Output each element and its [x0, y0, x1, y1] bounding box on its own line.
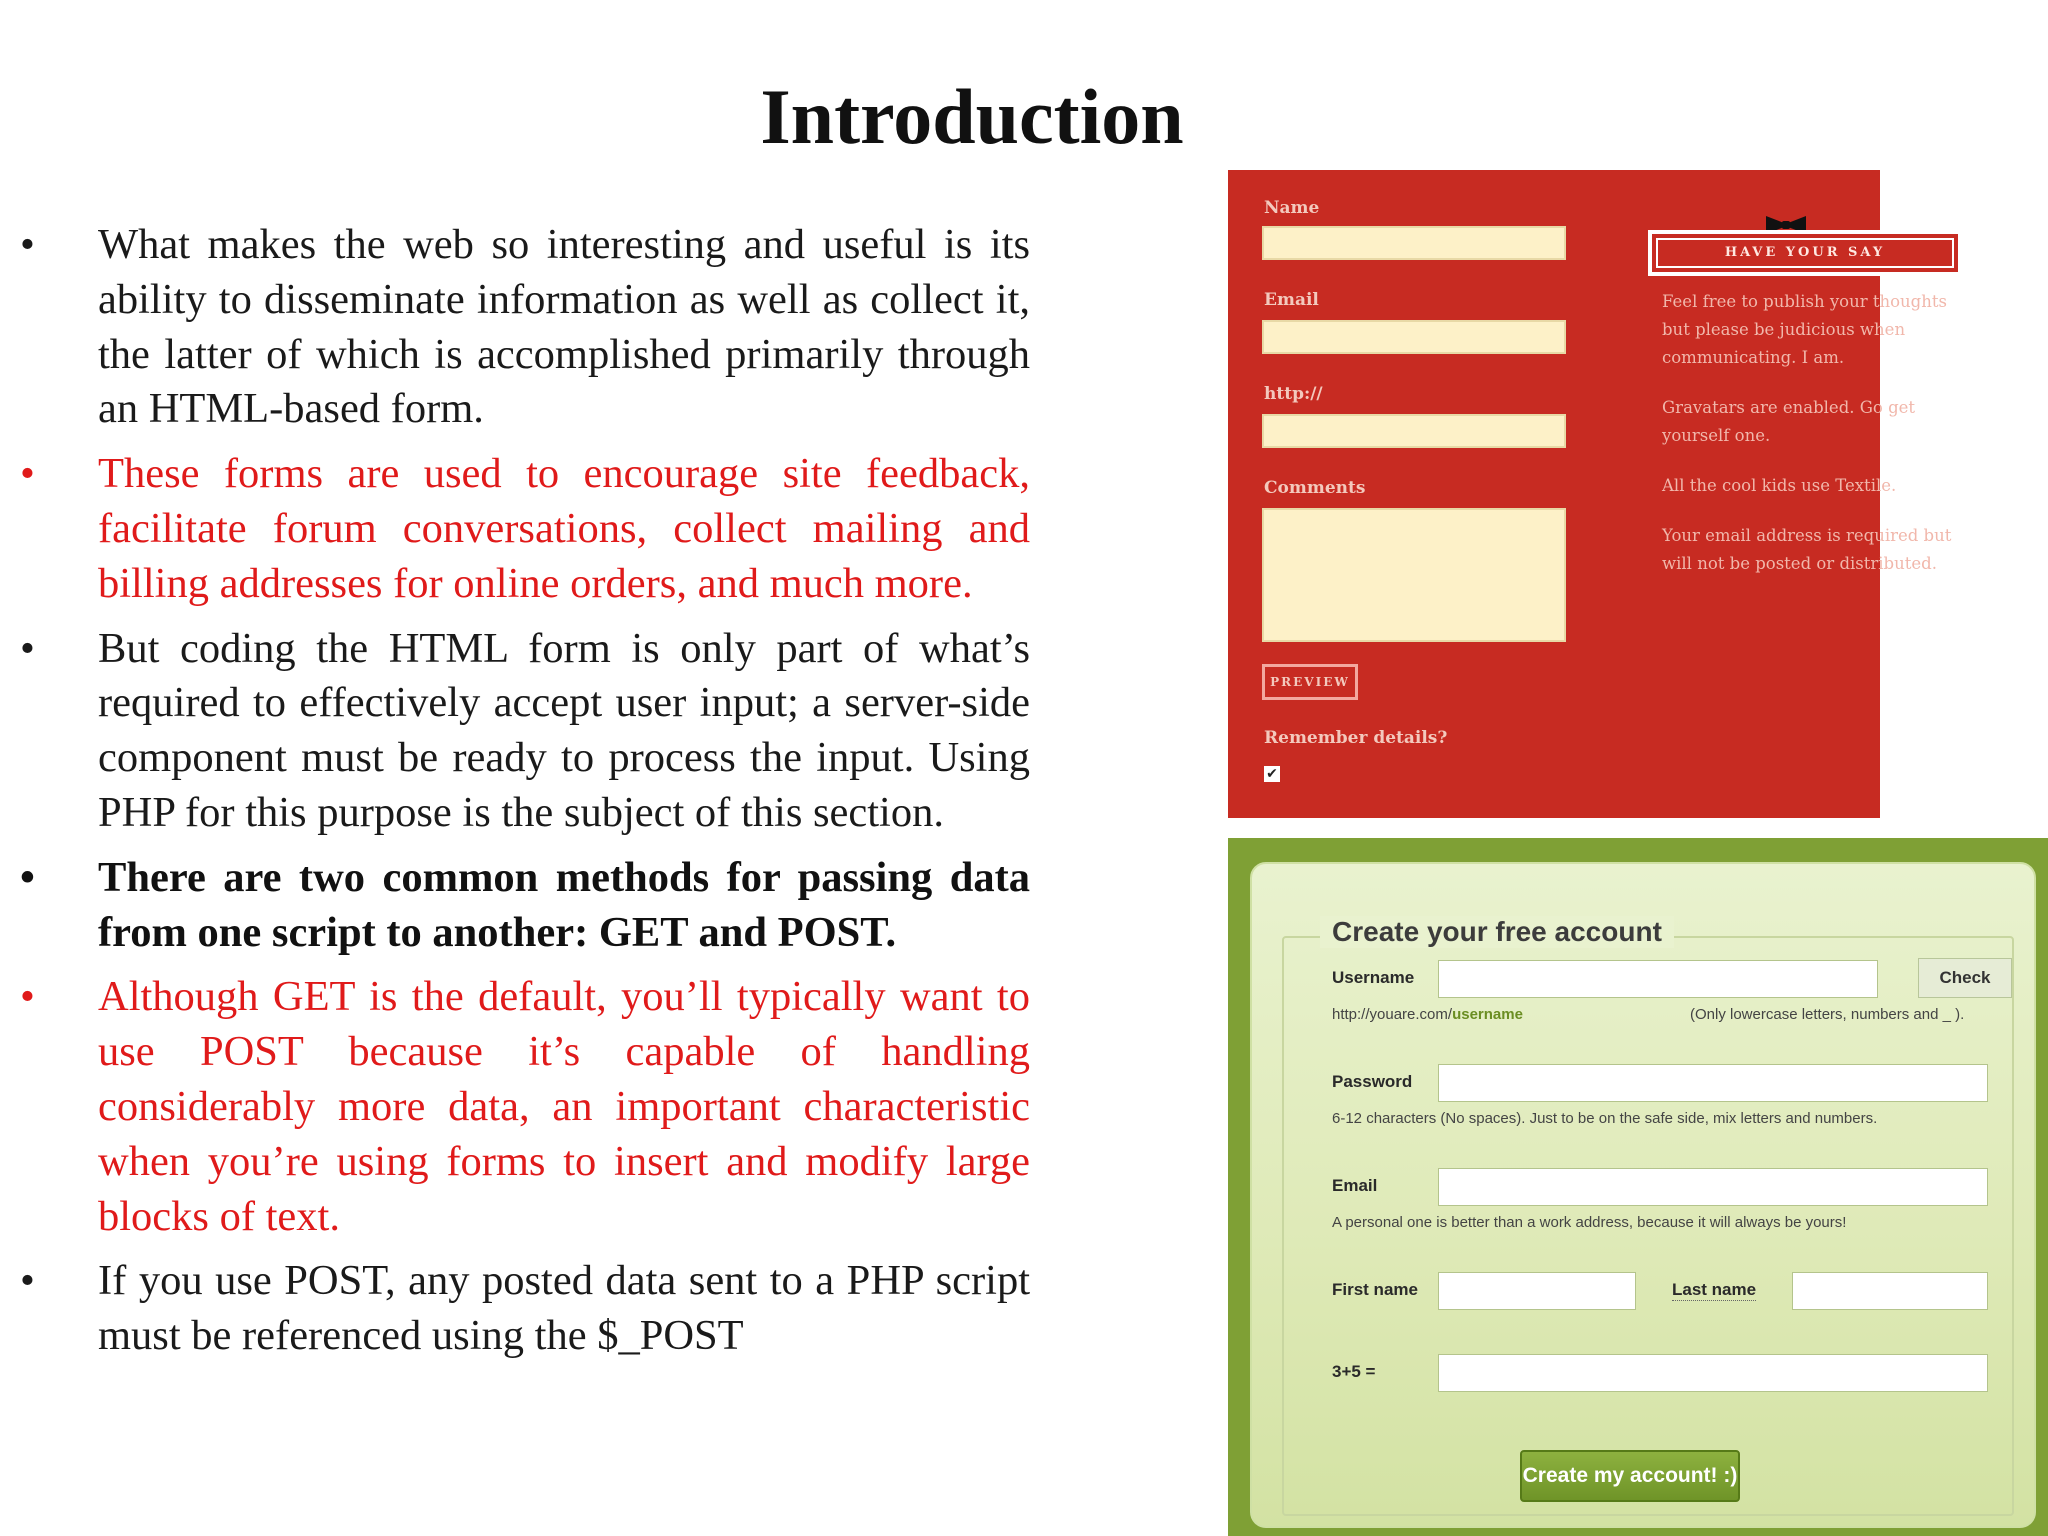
account-form-screenshot [1228, 838, 2048, 1536]
bullet-text: But coding the HTML form is only part of what’s required to effectively accept user input; a server-side component must be ready to process the input. Using PHP for this purpose is the subject of this section. [98, 624, 1030, 836]
url-input[interactable] [1262, 414, 1566, 448]
captcha-label: 3+5 = [1332, 1362, 1376, 1381]
bullet-marker: • [20, 221, 35, 268]
note-email: Your email address is required but will not be posted or distributed. [1662, 526, 1952, 573]
captcha-input[interactable] [1438, 1354, 1988, 1392]
account-form-title: Create your free account [1320, 916, 1674, 948]
bullet-text: These forms are used to encourage site feedback, facilitate forum conversations, collect mailing and billing addresses for online orders, and much more. [98, 450, 1030, 607]
bullet-item [0, 218, 1030, 437]
email-input[interactable] [1438, 1168, 1988, 1206]
create-account-button[interactable]: Create my account! :) [1520, 1450, 1740, 1502]
first-name-label: First name [1332, 1280, 1418, 1299]
username-url-hint [1332, 1006, 1523, 1023]
last-name-label: Last name [1672, 1280, 1757, 1299]
name-label: Name [1264, 198, 1320, 218]
last-name-input[interactable] [1792, 1272, 1988, 1310]
banner-text: HAVE YOUR SAY [1724, 245, 1886, 260]
bullet-item [0, 622, 1030, 841]
email-label: Email [1332, 1176, 1378, 1195]
url-prefix: http://youare.com/ [1332, 1006, 1453, 1023]
slide-title: Introduction [760, 73, 1184, 160]
note-publish: Feel free to publish your thoughts but please be judicious when communicating. I am. [1662, 292, 1947, 367]
remember-checkbox[interactable]: ✔ [1264, 766, 1280, 782]
bullet-item [0, 447, 1030, 611]
bullet-text: What makes the web so interesting and useful is its ability to disseminate information as well as collect it, the latter of which is accomplished primarily through an HTML-based form. [98, 221, 1030, 433]
note-textile: All the cool kids use Textile. [1662, 476, 1897, 495]
username-label: Username [1332, 968, 1415, 987]
have-your-say-banner [1648, 230, 1962, 276]
bullet-text: There are two common methods for passing data from one script to another: GET and POST. [98, 853, 1030, 956]
name-input[interactable] [1262, 226, 1566, 260]
preview-button[interactable]: PREVIEW [1262, 664, 1358, 700]
account-form-panel [1250, 862, 2036, 1528]
bullet-item [0, 970, 1030, 1244]
email-input[interactable] [1262, 320, 1566, 354]
bullet-text: Although GET is the default, you’ll typically want to use POST because it’s capable of handling considerably more data, an important characteristic when you’re using forms to insert and modify large blocks of text. [98, 973, 1030, 1240]
remember-label: Remember details? [1264, 728, 1448, 748]
password-input[interactable] [1438, 1064, 1988, 1102]
email-hint: A personal one is better than a work address, because it will always be yours! [1332, 1214, 1847, 1231]
bullet-item [0, 851, 1030, 961]
check-button[interactable]: Check [1918, 958, 2012, 998]
bullet-marker: • [20, 624, 35, 672]
password-label: Password [1332, 1072, 1413, 1091]
bullet-marker: • [20, 853, 35, 901]
comment-form-screenshot [1228, 170, 1952, 818]
bullet-text: If you use POST, any posted data sent to a PHP script must be referenced using the $_POST [98, 1257, 1030, 1360]
comments-label: Comments [1264, 478, 1366, 498]
url-label: http:// [1264, 384, 1323, 404]
email-label: Email [1264, 290, 1319, 310]
comments-textarea[interactable] [1262, 508, 1566, 642]
note-gravatars: Gravatars are enabled. Go get yourself one. [1662, 398, 1916, 445]
username-input[interactable] [1438, 960, 1878, 998]
bullet-marker: • [20, 973, 35, 1021]
url-username: username [1452, 1006, 1523, 1023]
bullet-marker: • [20, 450, 35, 498]
bullet-list [0, 218, 1030, 1374]
username-rules-hint: (Only lowercase letters, numbers and _ ). [1690, 1006, 1965, 1023]
first-name-input[interactable] [1438, 1272, 1636, 1310]
bullet-item [0, 1254, 1030, 1364]
password-hint: 6-12 characters (No spaces). Just to be on the safe side, mix letters and numbers. [1332, 1110, 1878, 1127]
bullet-marker: • [20, 1257, 35, 1305]
banner-inner-border [1656, 238, 1954, 268]
